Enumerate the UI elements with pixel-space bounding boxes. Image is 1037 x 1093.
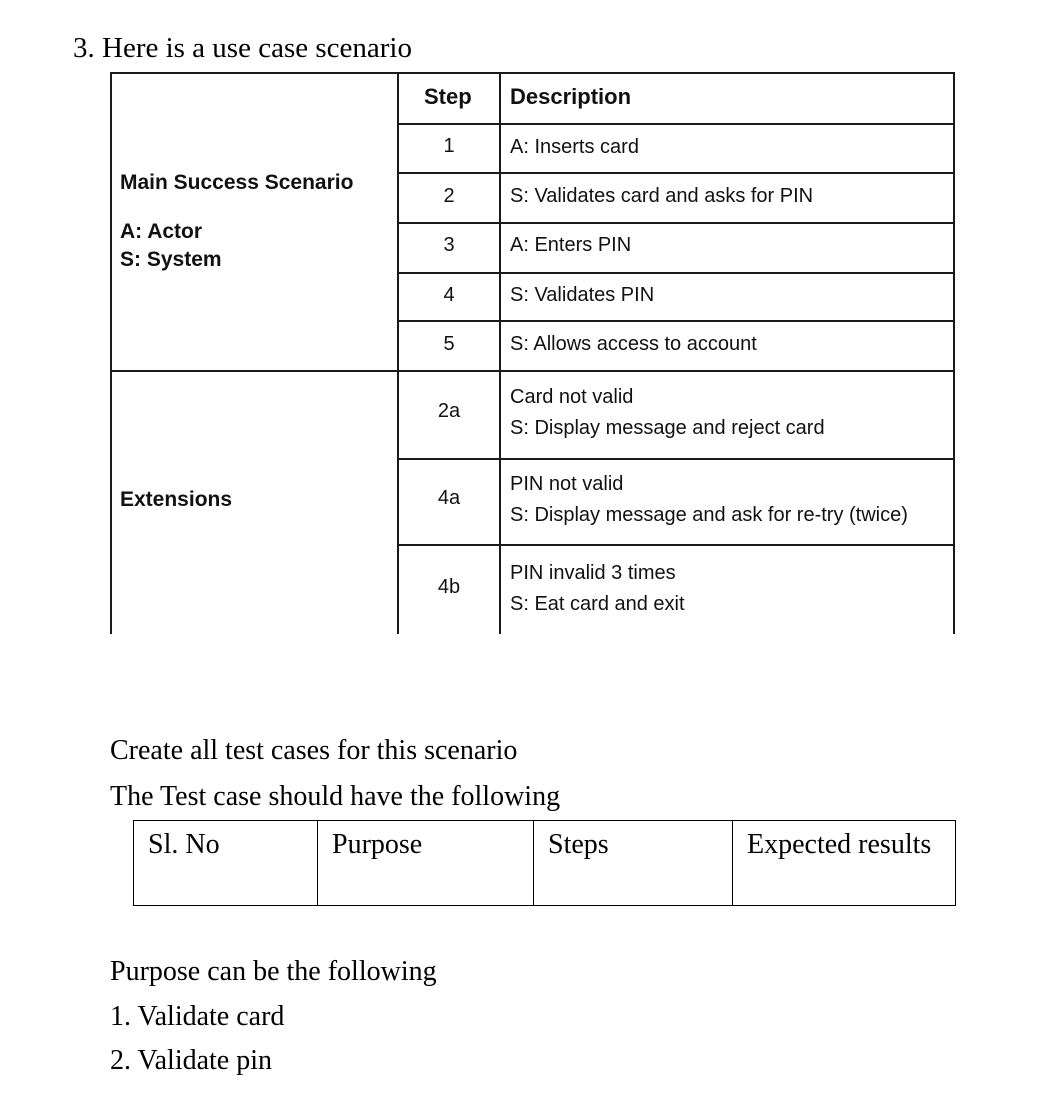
column-steps: Steps [534,821,733,906]
legend-actor: A: Actor [120,220,203,243]
column-sl-no: Sl. No [134,821,318,906]
instruction-line-2: The Test case should have the following [110,781,561,812]
extension-action: S: Display message and ask for re-try (twice) [510,504,908,526]
step-number: 4 [443,284,455,306]
step-description: A: Enters PIN [510,234,632,256]
column-expected-results: Expected results [733,821,956,906]
purpose-heading: Purpose can be the following [110,956,437,987]
table-border-right [953,72,955,634]
purpose-item: 2. Validate pin [110,1045,273,1076]
row-divider [397,123,955,125]
row-divider [397,458,955,460]
extension-step: 2a [437,400,461,422]
extension-step: 4b [437,576,461,598]
step-description: S: Allows access to account [510,333,757,355]
extension-condition: PIN invalid 3 times [510,562,676,584]
step-number: 1 [443,135,455,157]
extension-action: S: Eat card and exit [510,593,685,615]
instruction-line-1: Create all test cases for this scenario [110,735,518,766]
test-case-table [133,820,956,906]
extension-condition: PIN not valid [510,473,624,495]
step-description: S: Validates card and asks for PIN [510,185,814,207]
section-divider [110,370,955,372]
row-divider [397,172,955,174]
row-divider [397,320,955,322]
step-number: 3 [443,234,455,256]
use-case-table [110,72,955,634]
legend-system: S: System [120,248,222,271]
step-number: 2 [443,185,455,207]
header-description: Description [510,84,632,109]
step-number: 5 [443,333,455,355]
row-divider [397,272,955,274]
extension-condition: Card not valid [510,386,634,408]
test-case-header-row [134,821,956,906]
table-border-top [110,72,955,74]
row-divider [397,222,955,224]
extension-step: 4a [437,487,461,509]
step-description: S: Validates PIN [510,284,655,306]
extension-action: S: Display message and reject card [510,417,825,439]
table-border-left [110,72,112,634]
row-divider [397,544,955,546]
purpose-item: 1. Validate card [110,1001,285,1032]
main-scenario-title: Main Success Scenario [120,171,354,194]
column-purpose: Purpose [318,821,534,906]
header-step: Step [424,84,472,109]
extensions-title: Extensions [120,488,233,511]
question-title: 3. Here is a use case scenario [73,32,412,64]
step-description: A: Inserts card [510,136,639,158]
